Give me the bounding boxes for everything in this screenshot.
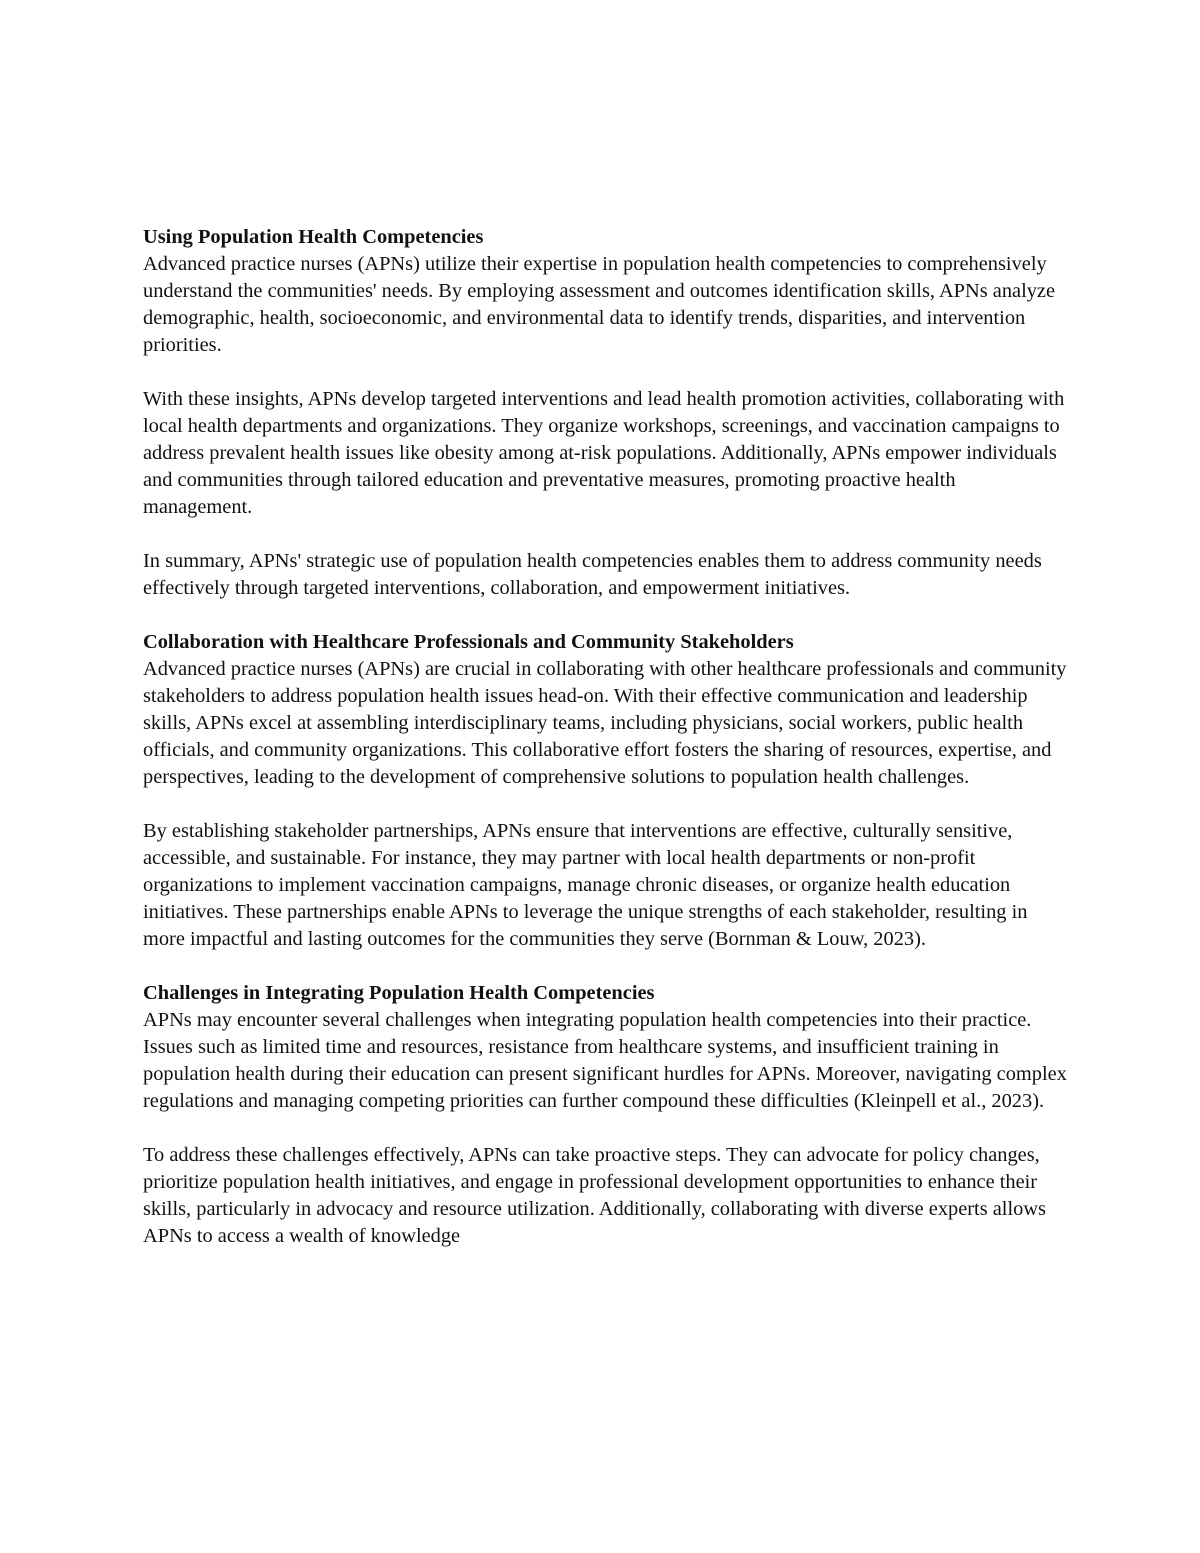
paragraph: In summary, APNs' strategic use of population health competencies enables them to address community needs effectively through targeted interventions, collaboration, and empowerment initiatives. — [143, 550, 1042, 599]
paragraph: Advanced practice nurses (APNs) are crucial in collaborating with other healthcare professionals and community stakeholders to address population health issues head-on. With their effective communication and leadership skills, APNs excel at assembling interdisciplinary teams, including physicians, social workers, public health officials, and community organizations. This collaborative effort fosters the sharing of resources, expertise, and perspectives, leading to the development of comprehensive solutions to population health challenges. — [143, 658, 1067, 788]
paragraph: Advanced practice nurses (APNs) utilize their expertise in population health competencies to comprehensively understand the communities' needs. By employing assessment and outcomes identification skills, APNs analyze demographic, health, socioeconomic, and environmental data to identify trends, disparities, and intervention priorities. — [143, 253, 1056, 356]
section-collaboration — [143, 629, 1068, 953]
document-body — [143, 224, 1068, 1277]
paragraph: With these insights, APNs develop targeted interventions and lead health promotion activities, collaborating with local health departments and organizations. They organize workshops, screenings, and vaccination campaigns to address prevalent health issues like obesity among at-risk populations. Additionally, APNs empower individuals and communities through tailored education and preventative measures, promoting proactive health management. — [143, 388, 1065, 518]
section-challenges — [143, 980, 1068, 1250]
section-population-health-competencies — [143, 224, 1068, 602]
section-heading: Collaboration with Healthcare Professionals and Community Stakeholders — [143, 631, 794, 653]
paragraph: By establishing stakeholder partnerships, APNs ensure that interventions are effective, culturally sensitive, accessible, and sustainable. For instance, they may partner with local health departments or non-profit organizations to implement vaccination campaigns, manage chronic diseases, or organize health education initiatives. These partnerships enable APNs to leverage the unique strengths of each stakeholder, resulting in more impactful and lasting outcomes for the communities they serve (Bornman & Louw, 2023). — [143, 820, 1028, 950]
paragraph: APNs may encounter several challenges when integrating population health competencies into their practice. Issues such as limited time and resources, resistance from healthcare systems, and insufficient training in population health during their education can present significant hurdles for APNs. Moreover, navigating complex regulations and managing competing priorities can further compound these difficulties (Kleinpell et al., 2023). — [143, 1009, 1067, 1112]
section-heading: Challenges in Integrating Population Health Competencies — [143, 982, 655, 1004]
paragraph: To address these challenges effectively, APNs can take proactive steps. They can advocate for policy changes, prioritize population health initiatives, and engage in professional development opportunities to enhance their skills, particularly in advocacy and resource utilization. Additionally, collaborating with diverse experts allows APNs to access a wealth of knowledge — [143, 1144, 1046, 1247]
section-heading: Using Population Health Competencies — [143, 226, 484, 248]
